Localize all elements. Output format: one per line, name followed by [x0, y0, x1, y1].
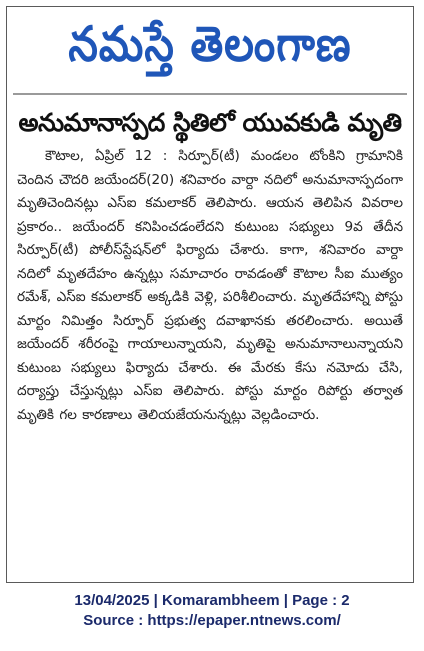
footer-source: Source : https://epaper.ntnews.com/	[83, 612, 341, 629]
news-clipping	[6, 6, 414, 583]
article-body: కౌటాల, ఏప్రిల్ 12 : సిర్పూర్(టీ) మండలం టోంకిని గ్రామానికి చెందిన చౌదరి జయేందర్(20) శనివారం వార్దా నదిలో అనుమానాస్పదంగా మృతిచెందినట్లు ఎస్ఐ కమలాకర్ తెలిపారు. ఆయన తెలిపిన వివరాల ప్రకారం.. జయేందర్ కనిపించడంలేదని కుటుంబ సభ్యులు 9వ తేదీన సిర్పూర్(టీ) పోలీస్‌స్టేషన్‌లో ఫిర్యాదు చేశారు. కాగా, శనివారం వార్దా నదిలో మృతదేహం ఉన్నట్లు సమాచారం రావడంతో కౌటాల సీఐ ముత్యం రమేశ్, ఎస్ఐ కమలాకర్ అక్కడికి వెళ్లి, పరిశీలించారు. మృతదేహాన్ని పోస్టు మార్టం నిమిత్తం సిర్పూర్ ప్రభుత్వ దవాఖానకు తరలించారు. అయితే జయేందర్ శరీరంపై గాయాలున్నాయని, మృతిపై అనుమానాలున్నాయని కుటుంబ సభ్యులు ఫిర్యాదు చేశారు. ఈ మేరకు కేసు నమోదు చేసి, దర్యాప్తు చేస్తున్నట్లు ఎస్ఐ తెలిపారు. పోస్టు మార్టం రిపోర్టు తర్వాత మృతికి గల కారణాలు తెలియజేయనున్నట్లు వెల్లడించారు.	[17, 148, 403, 423]
newspaper-masthead	[7, 7, 413, 93]
masthead-divider	[13, 93, 407, 95]
article-headline: అనుమానాస్పద స్థితిలో యువకుడి మృతి	[18, 108, 402, 137]
footer-date-edition-page: 13/04/2025 | Komarambheem | Page : 2	[74, 592, 350, 609]
masthead-title: నమస్తే తెలంగాణ	[68, 15, 352, 72]
